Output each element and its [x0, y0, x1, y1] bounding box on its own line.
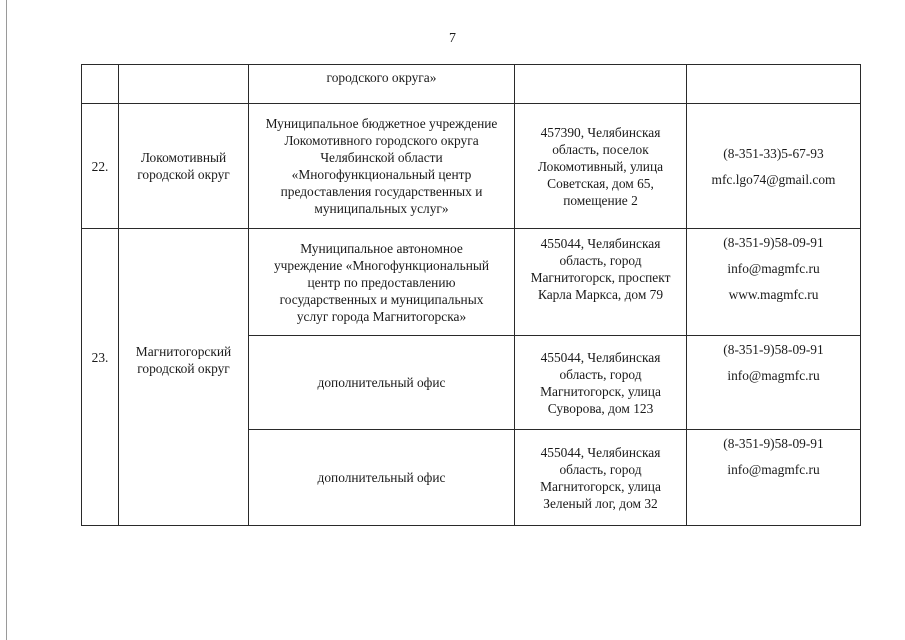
contact-phone: (8-351-9)58-09-91 [723, 436, 824, 451]
cell-contacts [687, 65, 861, 104]
cell-organization: дополнительный офис [249, 336, 515, 430]
cell-contacts [687, 104, 861, 229]
contact-phone: (8-351-9)58-09-91 [723, 235, 824, 250]
page-number: 7 [449, 31, 456, 46]
contact-phone: (8-351-33)5-67-93 [723, 145, 824, 161]
cell-address [515, 65, 687, 104]
cell-organization: Муниципальное бюджетное учреждение Локомотивного городского округа Челябинской области «Многофункциональный центр предоставления государственных и муниципальных услуг» [249, 104, 515, 229]
table-row-23-main [82, 229, 861, 336]
table-row-22 [82, 104, 861, 229]
cell-address: 455044, Челябинская область, город Магнитогорск, улица Зеленый лог, дом 32 [515, 430, 687, 526]
cell-district: Локомотивный городской округ [119, 104, 249, 229]
scan-edge-line [6, 0, 7, 640]
contact-website: www.magmfc.ru [728, 287, 819, 302]
cell-address: 455044, Челябинская область, город Магнитогорск, улица Суворова, дом 123 [515, 336, 687, 430]
cell-number: 22. [82, 104, 119, 229]
cell-contacts [687, 430, 861, 526]
mfc-registry-table [81, 64, 861, 526]
contact-phone: (8-351-9)58-09-91 [723, 342, 824, 357]
cell-number: 23. [82, 229, 119, 526]
contact-email: mfc.lgo74@gmail.com [711, 171, 836, 187]
cell-organization: городского округа» [249, 65, 515, 104]
cell-contacts [687, 336, 861, 430]
contact-email: info@magmfc.ru [727, 368, 820, 383]
cell-district: Магнитогорский городской округ [119, 229, 249, 526]
table-row-continuation [82, 65, 861, 104]
cell-district [119, 65, 249, 104]
cell-number [82, 65, 119, 104]
contact-email: info@magmfc.ru [727, 261, 820, 276]
cell-organization: Муниципальное автономное учреждение «Многофункциональный центр по предоставлению государственных и муниципальных услуг города Магнитогорска» [249, 229, 515, 336]
cell-contacts [687, 229, 861, 336]
contact-email: info@magmfc.ru [727, 462, 820, 477]
cell-organization: дополнительный офис [249, 430, 515, 526]
cell-address: 457390, Челябинская область, поселок Локомотивный, улица Советская, дом 65, помещение 2 [515, 104, 687, 229]
cell-address: 455044, Челябинская область, город Магнитогорск, проспект Карла Маркса, дом 79 [515, 229, 687, 336]
